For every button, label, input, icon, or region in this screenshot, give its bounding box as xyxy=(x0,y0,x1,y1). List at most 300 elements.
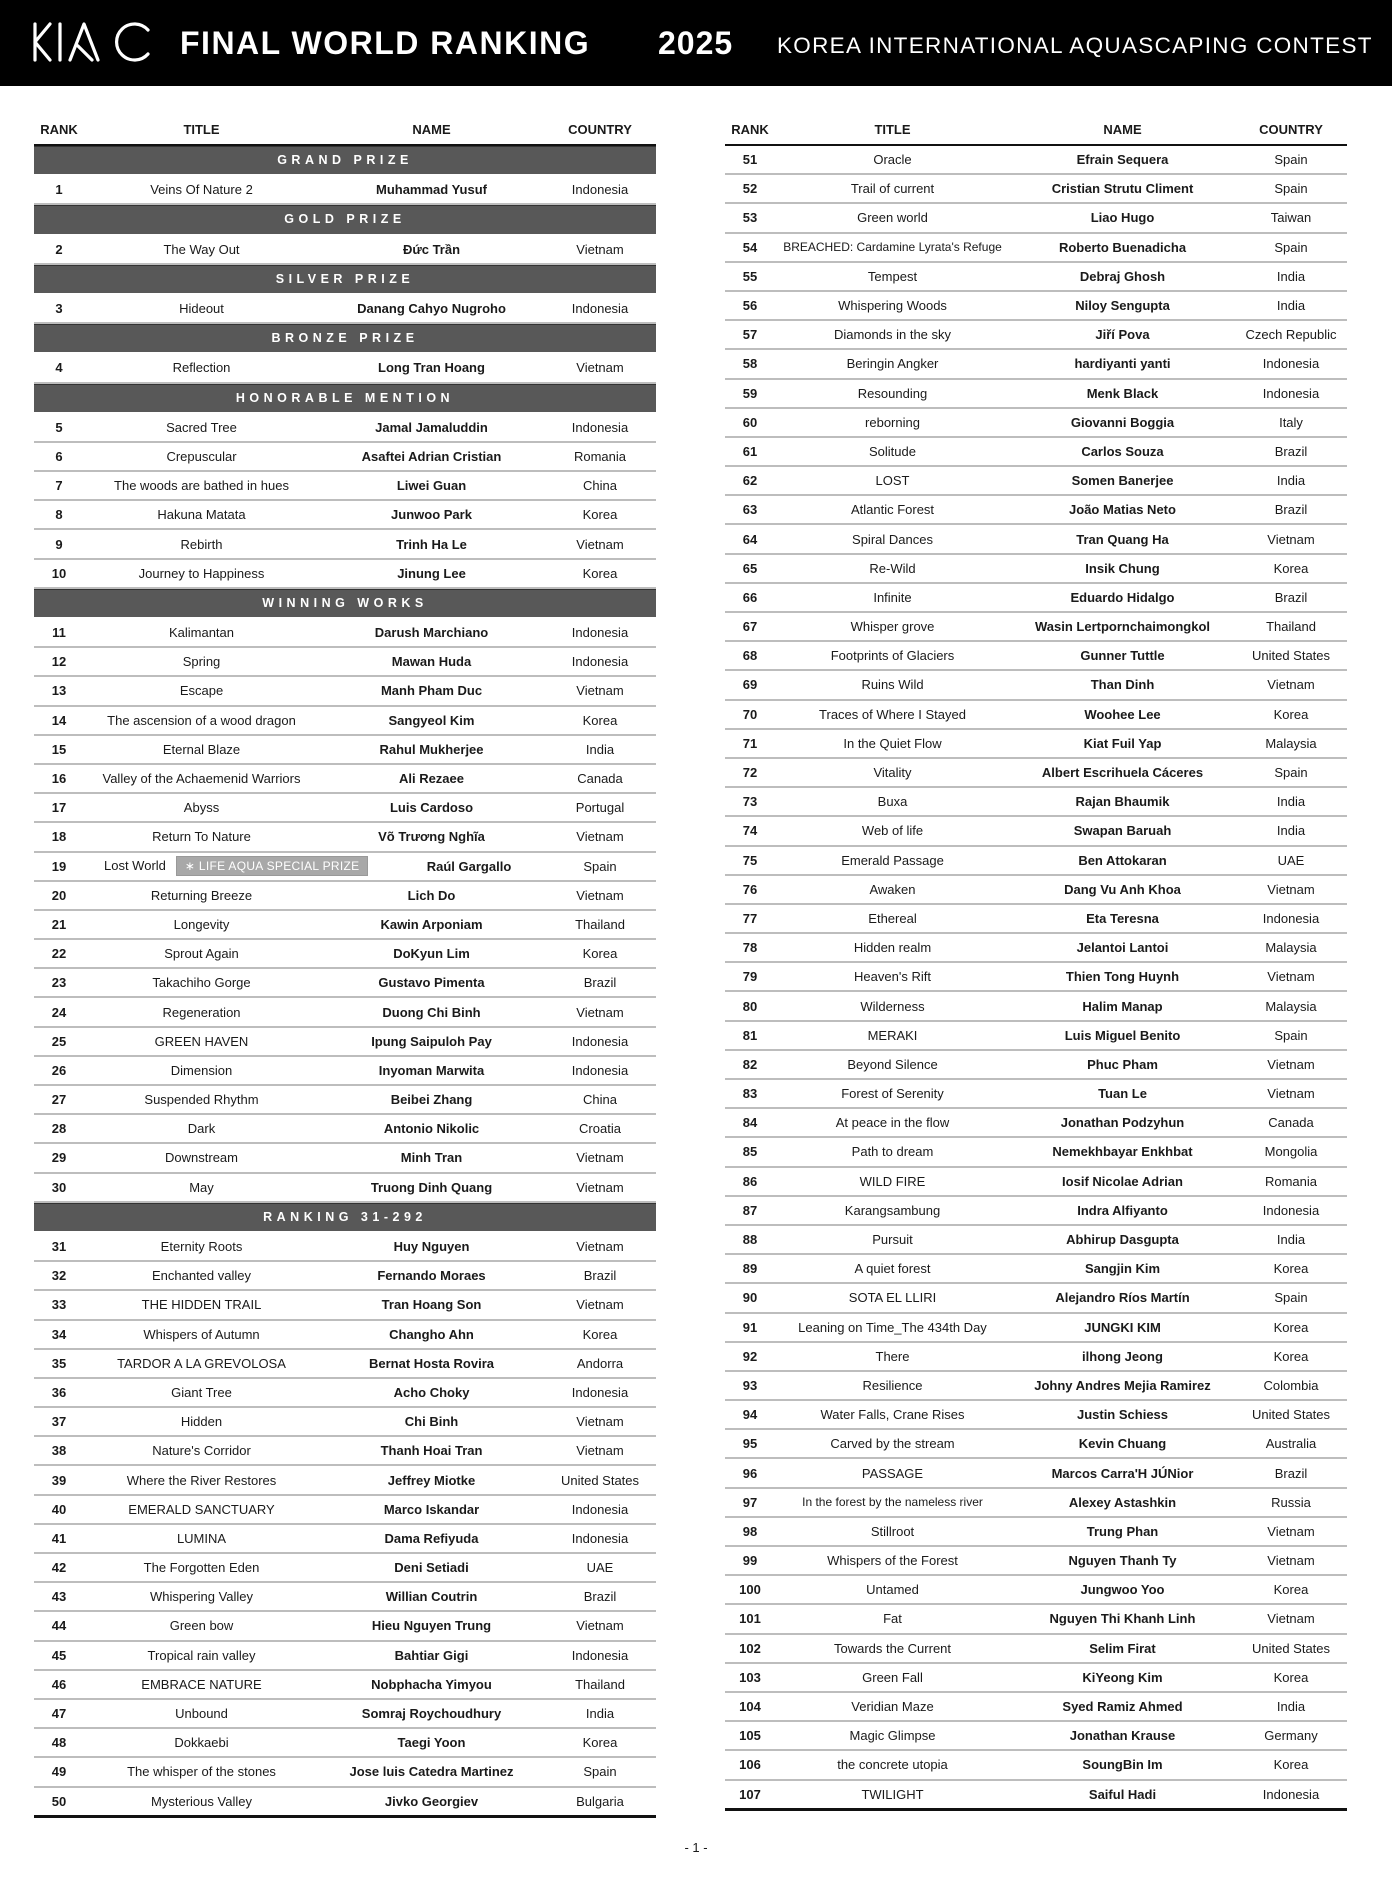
title-cell: Traces of Where I Stayed xyxy=(819,706,966,722)
rank-cell: 24 xyxy=(51,1004,67,1020)
title-cell: Buxa xyxy=(877,794,908,810)
rank-cell: 86 xyxy=(742,1173,758,1189)
name-cell: Kawin Arponiam xyxy=(380,916,483,932)
rank-cell: 57 xyxy=(742,327,758,343)
rank-cell: 85 xyxy=(742,1144,758,1160)
table-row xyxy=(34,1496,656,1525)
name-cell: Wasin Lertpornchaimongkol xyxy=(1034,619,1211,635)
name-cell: Nguyen Thanh Ty xyxy=(1068,1553,1177,1569)
table-row xyxy=(725,1022,1347,1051)
section-bar-bronze: BRONZE PRIZE xyxy=(34,324,656,354)
table-row xyxy=(34,998,656,1027)
section-bar-silver: SILVER PRIZE xyxy=(34,265,656,295)
name-cell: Bernat Hosta Rovira xyxy=(369,1355,494,1371)
table-row xyxy=(725,1109,1347,1138)
table-row xyxy=(34,1379,656,1408)
title-cell: Whisper grove xyxy=(850,619,935,635)
column-header-country: COUNTRY xyxy=(568,121,632,137)
title-cell: Forest of Serenity xyxy=(841,1086,944,1102)
country-cell: Korea xyxy=(1273,1669,1309,1685)
title-cell: The Forgotten Eden xyxy=(143,1560,260,1576)
title-cell: Eternal Blaze xyxy=(162,741,241,757)
table-row xyxy=(725,1197,1347,1226)
title-cell: Towards the Current xyxy=(833,1640,952,1656)
name-cell: Luis Cardoso xyxy=(389,800,474,816)
country-cell: Brazil xyxy=(1274,502,1308,518)
rank-cell: 19 xyxy=(51,858,67,874)
name-cell: Inyoman Marwita xyxy=(378,1062,485,1078)
rank-cell: 31 xyxy=(51,1239,67,1255)
title-cell: Wilderness xyxy=(860,998,925,1014)
country-cell: Vietnam xyxy=(1267,1553,1315,1569)
name-cell: Deni Setiadi xyxy=(394,1560,469,1576)
table-row xyxy=(725,876,1347,905)
rank-cell: 105 xyxy=(739,1728,761,1744)
table-row xyxy=(34,707,656,736)
column-header-country: COUNTRY xyxy=(1259,121,1323,137)
rank-cell: 12 xyxy=(51,654,67,670)
country-cell: Vietnam xyxy=(1267,969,1315,985)
name-cell: ilhong Jeong xyxy=(1082,1348,1163,1364)
country-cell: India xyxy=(1276,823,1306,839)
rank-cell: 67 xyxy=(742,619,758,635)
rank-cell: 42 xyxy=(51,1560,67,1576)
country-cell: Indonesia xyxy=(571,419,629,435)
country-cell: India xyxy=(585,1706,615,1722)
table-row xyxy=(34,1321,656,1350)
rank-cell: 4 xyxy=(55,360,63,376)
name-cell: Jelantoi Lantoi xyxy=(1076,940,1169,956)
table-row xyxy=(34,794,656,823)
country-cell: Indonesia xyxy=(571,182,629,198)
name-cell: Menk Black xyxy=(1086,385,1159,401)
rank-cell: 59 xyxy=(742,385,758,401)
country-cell: Indonesia xyxy=(571,654,629,670)
country-cell: Vietnam xyxy=(576,829,624,845)
rank-cell: 28 xyxy=(51,1121,67,1137)
title-cell: Resounding xyxy=(857,385,928,401)
table-row xyxy=(34,1642,656,1671)
country-cell: Vietnam xyxy=(576,1297,624,1313)
title-cell: EMERALD SANCTUARY xyxy=(128,1501,275,1517)
table-row xyxy=(725,642,1347,671)
country-cell: Italy xyxy=(1279,414,1303,430)
name-cell: Danang Cahyo Nugroho xyxy=(357,301,506,317)
table-row xyxy=(34,911,656,940)
name-cell: Gustavo Pimenta xyxy=(378,975,485,991)
rank-cell: 104 xyxy=(739,1699,761,1715)
title-cell: Veridian Maze xyxy=(851,1699,934,1715)
country-cell: Indonesia xyxy=(571,301,629,317)
rank-cell: 68 xyxy=(742,648,758,664)
rank-cell: 30 xyxy=(51,1179,67,1195)
title-cell: Ruins Wild xyxy=(861,677,924,693)
name-cell: Ben Attokaran xyxy=(1078,852,1167,868)
title-cell: Beyond Silence xyxy=(847,1056,938,1072)
rank-cell: 81 xyxy=(742,1027,758,1043)
rank-cell: 17 xyxy=(51,800,67,816)
country-cell: Malaysia xyxy=(1265,998,1317,1014)
section-bar-grand: GRAND PRIZE xyxy=(34,146,656,176)
kiac-logo-icon xyxy=(32,20,156,64)
rank-cell: 71 xyxy=(742,735,758,751)
rank-cell: 40 xyxy=(51,1501,67,1517)
country-cell: United States xyxy=(1251,1407,1331,1423)
name-cell: Fernando Moraes xyxy=(377,1268,486,1284)
title-cell: Heaven's Rift xyxy=(854,969,931,985)
rank-cell: 95 xyxy=(742,1436,758,1452)
rank-cell: 8 xyxy=(55,507,63,523)
table-row xyxy=(725,1722,1347,1751)
title-cell: Hidden xyxy=(180,1414,223,1430)
rank-cell: 45 xyxy=(51,1647,67,1663)
rank-cell: 63 xyxy=(742,502,758,518)
rank-cell: 3 xyxy=(55,301,63,317)
name-cell: Jeffrey Miotke xyxy=(387,1472,476,1488)
title-cell: Suspended Rhythm xyxy=(144,1092,259,1108)
title-cell: In the forest by the nameless river xyxy=(802,1494,983,1509)
rank-cell: 37 xyxy=(51,1414,67,1430)
country-cell: Portugal xyxy=(575,800,625,816)
title-cell: MERAKI xyxy=(867,1027,918,1043)
rank-cell: 80 xyxy=(742,998,758,1014)
rank-cell: 11 xyxy=(52,625,66,641)
title-cell: Whispering Valley xyxy=(149,1589,254,1605)
title-cell: Beringin Angker xyxy=(846,356,939,372)
country-cell: Taiwan xyxy=(1270,210,1312,226)
title-cell: Return To Nature xyxy=(152,829,251,845)
rank-cell: 83 xyxy=(742,1086,758,1102)
table-row xyxy=(725,992,1347,1021)
title-cell: Path to dream xyxy=(851,1144,934,1160)
section-bar-honorable: HONORABLE MENTION xyxy=(34,384,656,414)
title-cell: Leaning on Time_The 434th Day xyxy=(798,1319,987,1335)
country-cell: Korea xyxy=(1273,560,1309,576)
rank-cell: 26 xyxy=(51,1062,67,1078)
title-cell: Where the River Restores xyxy=(126,1472,277,1488)
name-cell: Halim Manap xyxy=(1082,998,1163,1014)
rank-cell: 1 xyxy=(55,182,63,198)
title-cell: Regeneration xyxy=(162,1004,241,1020)
name-cell: Justin Schiess xyxy=(1076,1407,1169,1423)
country-cell: Indonesia xyxy=(571,1647,629,1663)
name-cell: Sangjin Kim xyxy=(1084,1261,1161,1277)
table-row xyxy=(34,1700,656,1729)
country-cell: Vietnam xyxy=(576,683,624,699)
rank-cell: 82 xyxy=(742,1056,758,1072)
name-cell: Taegi Yoon xyxy=(397,1735,466,1751)
name-cell: Cristian Strutu Climent xyxy=(1051,181,1194,197)
table-row xyxy=(34,1788,656,1818)
name-cell: Nguyen Thi Khanh Linh xyxy=(1049,1611,1196,1627)
table-row xyxy=(34,236,656,265)
name-cell: Thien Tong Huynh xyxy=(1065,969,1180,985)
name-cell: Darush Marchiano xyxy=(374,625,489,641)
rank-cell: 39 xyxy=(51,1472,67,1488)
name-cell: Saiful Hadi xyxy=(1088,1786,1157,1802)
name-cell: Somraj Roychoudhury xyxy=(361,1706,502,1722)
name-cell: Truong Dinh Quang xyxy=(370,1179,493,1195)
title-cell: The woods are bathed in hues xyxy=(114,478,289,494)
title-cell: Crepuscular xyxy=(166,448,237,464)
country-cell: Vietnam xyxy=(576,1443,624,1459)
country-cell: Korea xyxy=(1273,706,1309,722)
country-cell: Brazil xyxy=(1274,1465,1308,1481)
rank-cell: 75 xyxy=(742,852,758,868)
name-cell: Dama Refiyuda xyxy=(384,1530,479,1546)
table-row xyxy=(34,1233,656,1262)
title-cell: Karangsambung xyxy=(844,1202,941,1218)
rank-cell: 76 xyxy=(742,881,758,897)
table-row xyxy=(725,1518,1347,1547)
name-cell: Jinung Lee xyxy=(397,565,466,581)
country-cell: Vietnam xyxy=(1267,1611,1315,1627)
name-cell: hardiyanti yanti xyxy=(1074,356,1171,372)
name-cell: Muhammad Yusuf xyxy=(375,182,487,198)
rank-cell: 106 xyxy=(739,1757,761,1773)
country-cell: Korea xyxy=(1273,1348,1309,1364)
country-cell: Indonesia xyxy=(571,625,629,641)
country-cell: Vietnam xyxy=(576,241,624,257)
title-cell: THE HIDDEN TRAIL xyxy=(141,1297,262,1313)
name-cell: Rajan Bhaumik xyxy=(1075,794,1170,810)
rank-cell: 65 xyxy=(742,560,758,576)
country-cell: Vietnam xyxy=(576,536,624,552)
name-cell: Manh Pham Duc xyxy=(380,683,483,699)
country-cell: Russia xyxy=(1271,1494,1311,1510)
name-cell: KiYeong Kim xyxy=(1082,1669,1163,1685)
table-row xyxy=(725,1284,1347,1313)
rank-cell: 103 xyxy=(739,1669,761,1685)
country-cell: Australia xyxy=(1265,1436,1317,1452)
country-cell: Korea xyxy=(582,507,618,523)
name-cell: Niloy Sengupta xyxy=(1075,298,1170,314)
country-cell: India xyxy=(1276,473,1306,489)
country-cell: India xyxy=(585,741,615,757)
name-cell: Hieu Nguyen Trung xyxy=(371,1618,492,1634)
title-cell: Reflection xyxy=(172,360,231,376)
name-cell: Liwei Guan xyxy=(396,478,467,494)
name-cell: Chi Binh xyxy=(404,1414,459,1430)
country-cell: Czech Republic xyxy=(1245,327,1337,343)
country-cell: Brazil xyxy=(583,1589,617,1605)
country-cell: United States xyxy=(560,1472,640,1488)
name-cell: Somen Banerjee xyxy=(1071,473,1174,489)
table-row xyxy=(725,1576,1347,1605)
country-cell: Malaysia xyxy=(1265,940,1317,956)
name-cell: Than Dinh xyxy=(1090,677,1155,693)
country-cell: Spain xyxy=(1274,1027,1308,1043)
title-cell: Vitality xyxy=(873,765,912,781)
table-row xyxy=(34,677,656,706)
rank-cell: 93 xyxy=(742,1377,758,1393)
table-row xyxy=(725,1314,1347,1343)
title-cell: Web of life xyxy=(861,823,924,839)
rank-cell: 84 xyxy=(742,1115,758,1131)
country-cell: Spain xyxy=(583,858,617,874)
title-cell: EMBRACE NATURE xyxy=(141,1676,262,1692)
rank-cell: 25 xyxy=(51,1033,67,1049)
title-cell: Pursuit xyxy=(872,1232,913,1248)
name-cell: Jonathan Podzyhun xyxy=(1060,1115,1185,1131)
name-cell: SoungBin Im xyxy=(1082,1757,1163,1773)
table-row xyxy=(725,1051,1347,1080)
section-bar-gold: GOLD PRIZE xyxy=(34,205,656,235)
name-cell: Efrain Sequera xyxy=(1076,152,1169,168)
name-cell: Alexey Astashkin xyxy=(1068,1494,1177,1510)
name-cell: João Matias Neto xyxy=(1069,502,1176,518)
table-row xyxy=(725,1693,1347,1722)
title-cell: Infinite xyxy=(873,589,912,605)
country-cell: India xyxy=(1276,1232,1306,1248)
table-row xyxy=(34,1350,656,1379)
country-cell: India xyxy=(1276,794,1306,810)
title-cell: Valley of the Achaemenid Warriors xyxy=(102,771,301,787)
rank-cell: 47 xyxy=(51,1706,67,1722)
rank-cell: 62 xyxy=(742,473,758,489)
rank-cell: 66 xyxy=(742,589,758,605)
table-row xyxy=(725,1781,1347,1811)
table-row xyxy=(725,817,1347,846)
title-cell: The ascension of a wood dragon xyxy=(107,712,296,728)
country-cell: Vietnam xyxy=(576,1179,624,1195)
name-cell: Eduardo Hidalgo xyxy=(1070,589,1175,605)
name-cell: Insik Chung xyxy=(1085,560,1160,576)
country-cell: Mongolia xyxy=(1264,1144,1318,1160)
country-cell: Indonesia xyxy=(1262,356,1320,372)
title-cell: Sprout Again xyxy=(164,946,239,962)
rank-cell: 23 xyxy=(51,975,67,991)
table-row xyxy=(725,963,1347,992)
table-row xyxy=(725,175,1347,204)
rank-cell: 44 xyxy=(51,1618,67,1634)
table-row xyxy=(725,730,1347,759)
country-cell: Colombia xyxy=(1263,1377,1319,1393)
title-cell xyxy=(84,856,394,876)
column-header-title: TITLE xyxy=(874,121,911,137)
table-row xyxy=(725,409,1347,438)
rank-cell: 56 xyxy=(742,298,758,314)
country-cell: Spain xyxy=(1274,181,1308,197)
table-row xyxy=(725,934,1347,963)
rank-cell: 36 xyxy=(51,1384,67,1400)
rank-cell: 51 xyxy=(742,152,758,168)
title-cell: At peace in the flow xyxy=(835,1115,950,1131)
name-cell: Jungwoo Yoo xyxy=(1080,1582,1165,1598)
name-cell: Johny Andres Mejia Ramirez xyxy=(1034,1377,1211,1393)
table-row xyxy=(725,1635,1347,1664)
table-row xyxy=(34,1729,656,1758)
table-row xyxy=(34,969,656,998)
title-cell: The whisper of the stones xyxy=(127,1764,276,1780)
title-cell: Giant Tree xyxy=(171,1384,232,1400)
rank-cell: 87 xyxy=(742,1202,758,1218)
title-cell: Stillroot xyxy=(870,1523,915,1539)
rank-cell: 29 xyxy=(51,1150,67,1166)
table-row xyxy=(725,1168,1347,1197)
table-row xyxy=(725,321,1347,350)
title-cell: Abyss xyxy=(183,800,220,816)
rank-cell: 94 xyxy=(742,1407,758,1423)
rank-cell: 79 xyxy=(742,969,758,985)
country-cell: China xyxy=(583,478,617,494)
table-row xyxy=(725,1255,1347,1284)
rank-cell: 88 xyxy=(742,1232,758,1248)
table-row xyxy=(34,443,656,472)
title-cell: Carved by the stream xyxy=(830,1436,955,1452)
rank-cell: 22 xyxy=(51,946,67,962)
country-cell: Korea xyxy=(582,565,618,581)
title-cell: Trail of current xyxy=(850,181,935,197)
country-cell: Indonesia xyxy=(571,1530,629,1546)
name-cell: Beibei Zhang xyxy=(390,1092,473,1108)
rank-cell: 96 xyxy=(742,1465,758,1481)
title-cell: May xyxy=(189,1179,214,1195)
title-cell: Footprints of Glaciers xyxy=(830,648,955,664)
country-cell: Thailand xyxy=(1266,619,1316,635)
name-cell: Ipung Saipuloh Pay xyxy=(371,1033,492,1049)
rank-cell: 21 xyxy=(51,916,67,932)
rank-cell: 73 xyxy=(742,794,758,810)
country-cell: Spain xyxy=(1274,1290,1308,1306)
rank-cell: 13 xyxy=(51,683,67,699)
title-text: Lost World xyxy=(104,858,166,874)
title-cell: the concrete utopia xyxy=(837,1757,948,1773)
name-cell: Sangyeol Kim xyxy=(388,712,475,728)
rank-cell: 72 xyxy=(742,765,758,781)
title-cell: Untamed xyxy=(866,1582,919,1598)
title-cell: Dimension xyxy=(170,1062,233,1078)
country-cell: Malaysia xyxy=(1265,735,1317,751)
name-cell: Albert Escrihuela Cáceres xyxy=(1041,765,1204,781)
title-cell: SOTA EL LLIRI xyxy=(848,1290,937,1306)
title-cell: Takachiho Gorge xyxy=(152,975,251,991)
table-row xyxy=(34,1086,656,1115)
country-cell: Vietnam xyxy=(576,1618,624,1634)
country-cell: Vietnam xyxy=(1267,1056,1315,1072)
title-cell: Longevity xyxy=(173,916,230,932)
table-row xyxy=(34,1554,656,1583)
table-row xyxy=(725,613,1347,642)
name-cell: Luis Miguel Benito xyxy=(1064,1027,1181,1043)
rank-cell: 78 xyxy=(742,940,758,956)
name-cell: Acho Choky xyxy=(393,1384,470,1400)
title-cell: Veins Of Nature 2 xyxy=(150,182,253,198)
rank-cell: 74 xyxy=(742,823,758,839)
name-cell: Jivko Georgiev xyxy=(384,1793,479,1809)
page-title: FINAL WORLD RANKING xyxy=(180,25,591,61)
table-row xyxy=(725,759,1347,788)
table-row xyxy=(34,354,656,383)
country-cell: Korea xyxy=(582,946,618,962)
title-cell: Spring xyxy=(182,654,221,670)
name-cell: Tran Hoang Son xyxy=(381,1297,482,1313)
page-header xyxy=(0,0,1392,86)
column-header-name: NAME xyxy=(412,121,451,137)
table-row xyxy=(725,1751,1347,1780)
title-cell: GREEN HAVEN xyxy=(154,1033,249,1049)
rank-cell: 20 xyxy=(51,887,67,903)
title-cell: Mysterious Valley xyxy=(151,1793,252,1809)
rank-cell: 32 xyxy=(51,1268,67,1284)
title-cell: The Way Out xyxy=(163,241,240,257)
column-header-title: TITLE xyxy=(183,121,220,137)
table-row xyxy=(34,1525,656,1554)
table-row xyxy=(34,1262,656,1291)
name-cell: Selim Firat xyxy=(1089,1640,1156,1656)
rank-cell: 107 xyxy=(739,1786,761,1802)
name-cell: Gunner Tuttle xyxy=(1080,648,1165,664)
